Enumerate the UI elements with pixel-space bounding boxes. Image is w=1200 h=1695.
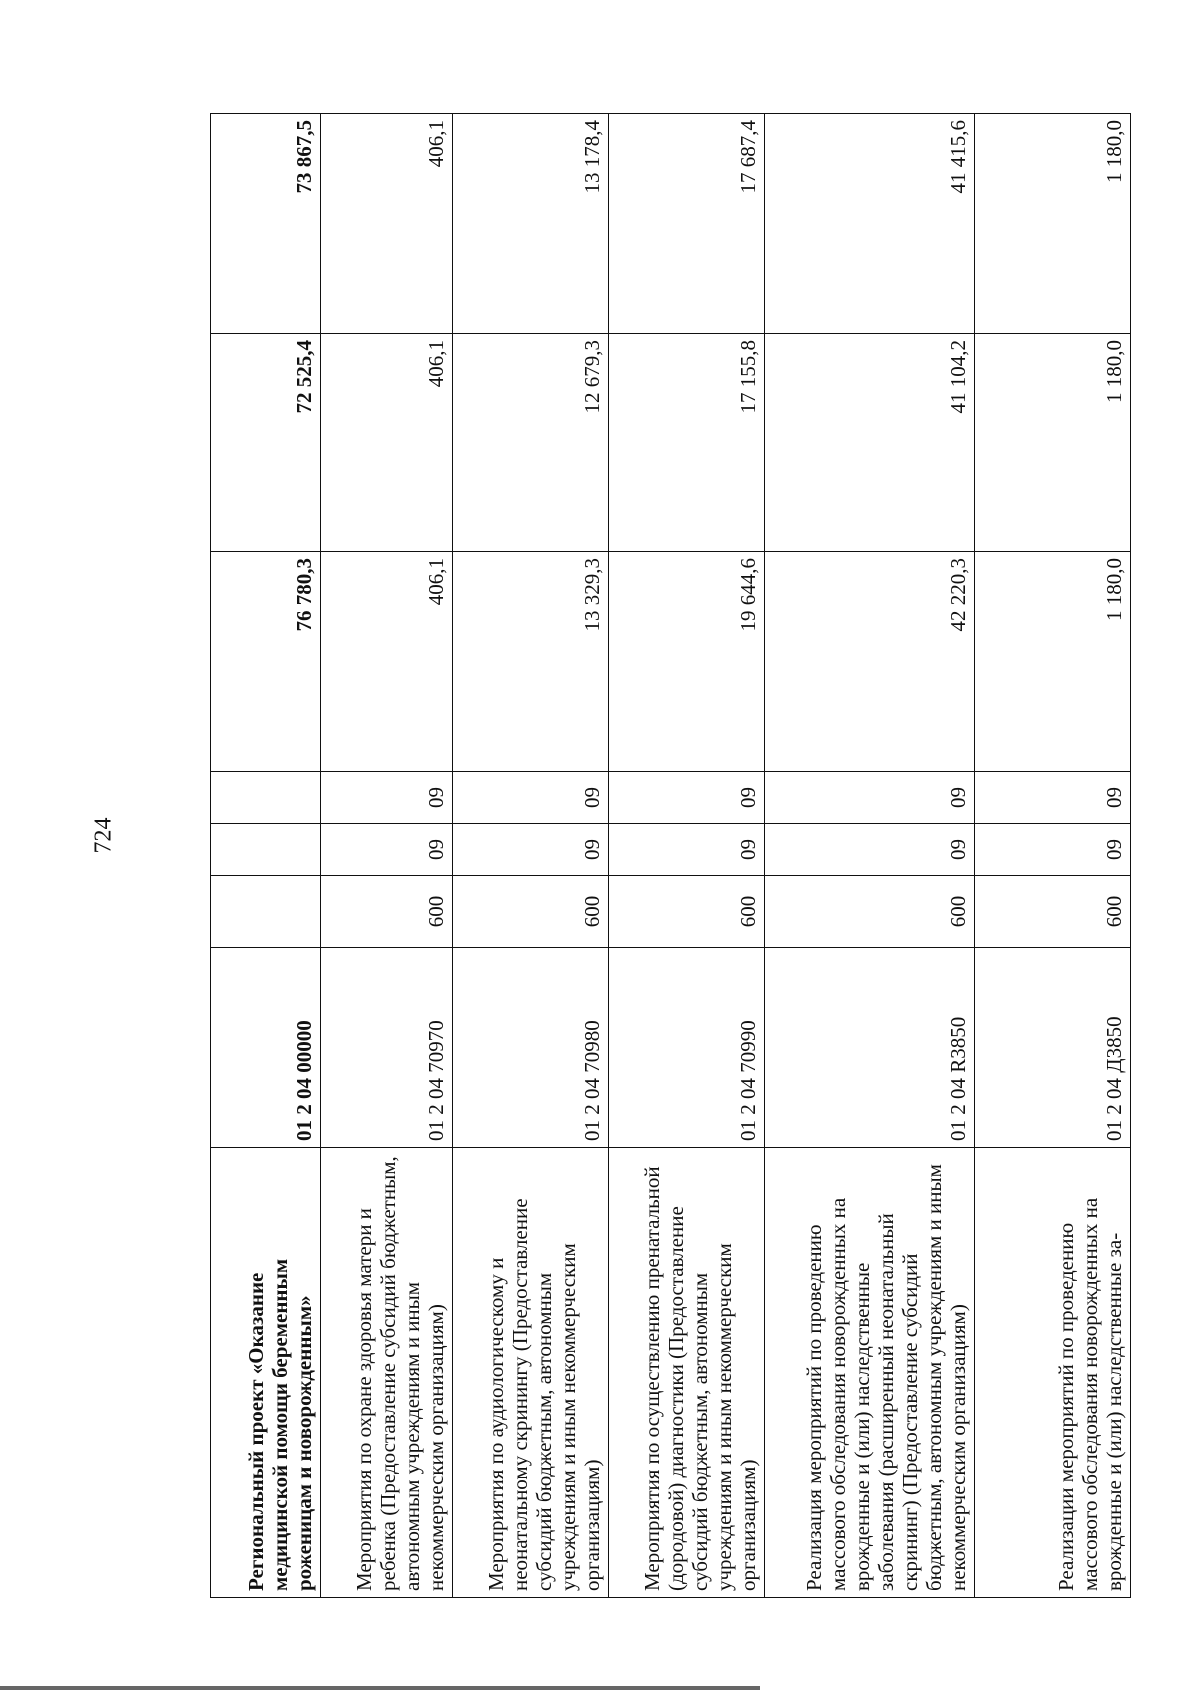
row-pr <box>211 772 321 824</box>
row-sum-1: 42 220,3 <box>765 552 975 772</box>
table-row <box>321 114 453 1598</box>
table-row <box>211 114 321 1598</box>
rotated-budget-table <box>210 114 1130 1598</box>
row-sum-2: 41 104,2 <box>765 334 975 552</box>
row-sum-1: 406,1 <box>321 552 453 772</box>
row-code: 01 2 04 00000 <box>211 948 321 1148</box>
row-vr <box>211 876 321 948</box>
row-sum-1: 13 329,3 <box>453 552 609 772</box>
row-sum-3: 73 867,5 <box>211 114 321 334</box>
row-name: Мероприятия по аудиологическому и неонатальному скринингу (Предоставление субсидий бюджетным, автономным учреждениям и иным некоммерческим организациям) <box>453 1148 609 1598</box>
table-row <box>765 114 975 1598</box>
row-rz: 09 <box>453 824 609 876</box>
row-code: 01 2 04 70970 <box>321 948 453 1148</box>
row-code: 01 2 04 70990 <box>609 948 765 1148</box>
row-sum-2: 1 180,0 <box>975 334 1131 552</box>
budget-table <box>210 113 1131 1598</box>
row-rz: 09 <box>321 824 453 876</box>
row-rz: 09 <box>975 824 1131 876</box>
row-name: Мероприятия по осуществлению пренатальной (дородовой) диагностики (Предоставление субсидий бюджетным, автономным учреждениям и иным некоммерческим организациям) <box>609 1148 765 1598</box>
row-code: 01 2 04 70980 <box>453 948 609 1148</box>
row-vr: 600 <box>453 876 609 948</box>
row-vr: 600 <box>321 876 453 948</box>
table-row <box>453 114 609 1598</box>
row-sum-3: 17 687,4 <box>609 114 765 334</box>
row-pr: 09 <box>975 772 1131 824</box>
row-sum-3: 406,1 <box>321 114 453 334</box>
row-rz <box>211 824 321 876</box>
row-vr: 600 <box>975 876 1131 948</box>
row-sum-2: 17 155,8 <box>609 334 765 552</box>
page-number: 724 <box>90 817 117 854</box>
row-name: Реализация мероприятий по проведению массового обследования новорожденных на врожденные и (или) наследственные заболевания (расширенный неонатальный скрининг) (Предоставление субсидий бюджетным, автономным учреждениям и иным некоммерческим организациям) <box>765 1148 975 1598</box>
scan-edge-line <box>0 1686 760 1690</box>
row-code: 01 2 04 R3850 <box>765 948 975 1148</box>
row-name: Региональный проект «Оказание медицинской помощи беременным роженицам и новорожденным» <box>211 1148 321 1598</box>
row-code: 01 2 04 Д3850 <box>975 948 1131 1148</box>
row-sum-1: 76 780,3 <box>211 552 321 772</box>
row-pr: 09 <box>765 772 975 824</box>
row-sum-3: 41 415,6 <box>765 114 975 334</box>
row-pr: 09 <box>321 772 453 824</box>
row-name: Мероприятия по охране здоровья матери и ребенка (Предоставление субсидий бюджетным, автономным учреждениям и иным некоммерческим организациям) <box>321 1148 453 1598</box>
table-row <box>975 114 1131 1598</box>
row-sum-1: 19 644,6 <box>609 552 765 772</box>
row-sum-2: 12 679,3 <box>453 334 609 552</box>
row-sum-2: 72 525,4 <box>211 334 321 552</box>
row-pr: 09 <box>453 772 609 824</box>
table-row <box>609 114 765 1598</box>
row-sum-3: 13 178,4 <box>453 114 609 334</box>
row-sum-2: 406,1 <box>321 334 453 552</box>
row-name: Реализации мероприятий по проведению массового обследования новорожденных на врожденные и (или) наследственные за- <box>975 1148 1131 1598</box>
row-vr: 600 <box>609 876 765 948</box>
row-pr: 09 <box>609 772 765 824</box>
row-rz: 09 <box>765 824 975 876</box>
row-sum-3: 1 180,0 <box>975 114 1131 334</box>
row-rz: 09 <box>609 824 765 876</box>
row-sum-1: 1 180,0 <box>975 552 1131 772</box>
row-vr: 600 <box>765 876 975 948</box>
